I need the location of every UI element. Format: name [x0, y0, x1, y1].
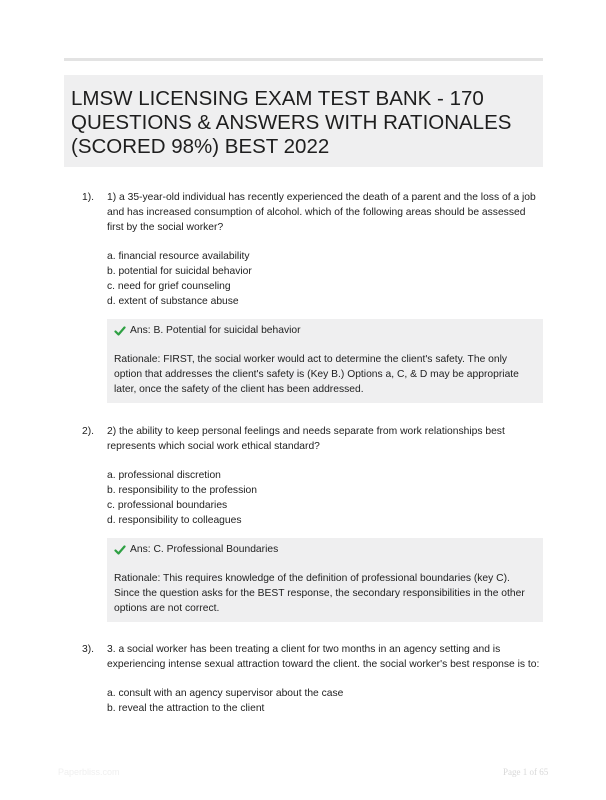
option-c: c. need for grief counseling	[107, 281, 231, 292]
question-2	[64, 424, 543, 622]
checkmark-icon	[114, 325, 126, 337]
option-list	[107, 468, 543, 528]
title-banner	[64, 75, 543, 167]
option-list	[107, 249, 543, 309]
option-d: d. responsibility to colleagues	[107, 515, 242, 526]
option-a: a. professional discretion	[107, 470, 221, 481]
option-list	[107, 686, 543, 716]
rationale-text: Rationale: FIRST, the social worker would act to determine the client's safety. The only option that addresses the client's safety is (Key B.) Options a, C, & D may be appropriate later, once the safety of the client has been addressed.	[114, 354, 519, 395]
option-c: c. professional boundaries	[107, 500, 228, 511]
answer-panel	[107, 319, 543, 403]
checkmark-icon	[114, 544, 126, 556]
question-text: 3. a social worker has been treating a client for two months in an agency setting and is experiencing intense sexual attraction toward the client. the social worker's best response is to:	[107, 644, 540, 670]
question-number: 1).	[82, 192, 95, 203]
page-number: Page 1 of 65	[503, 767, 549, 777]
question-number: 3).	[82, 644, 95, 655]
answer-panel	[107, 538, 543, 622]
option-a: a. financial resource availability	[107, 251, 250, 262]
option-b: b. reveal the attraction to the client	[107, 703, 265, 714]
answer-text: Ans: B. Potential for suicidal behavior	[130, 325, 301, 336]
option-a: a. consult with an agency supervisor about the case	[107, 688, 344, 699]
question-number: 2).	[82, 426, 95, 437]
question-text: 2) the ability to keep personal feelings and needs separate from work relationships best represents which social work ethical standard?	[107, 426, 505, 452]
option-b: b. potential for suicidal behavior	[107, 266, 252, 277]
document-title: LMSW LICENSING EXAM TEST BANK - 170 QUESTIONS & ANSWERS WITH RATIONALES (SCORED 98%) BEST 2022	[71, 87, 512, 158]
rationale-text: Rationale: This requires knowledge of the definition of professional boundaries (key C). Since the question asks for the BEST response, the secondary responsibilities in the other options are not correct.	[114, 573, 525, 614]
question-text: 1) a 35-year-old individual has recently experienced the death of a parent and the loss of a job and has increased consumption of alcohol. which of the following areas should be assessed first by the social worker?	[107, 192, 536, 233]
option-d: d. extent of substance abuse	[107, 296, 239, 307]
top-divider	[64, 58, 543, 61]
question-3	[64, 642, 543, 716]
footer-watermark: Paperbliss.com	[58, 767, 120, 777]
question-1	[64, 190, 543, 403]
option-b: b. responsibility to the profession	[107, 485, 257, 496]
answer-text: Ans: C. Professional Boundaries	[130, 544, 279, 555]
